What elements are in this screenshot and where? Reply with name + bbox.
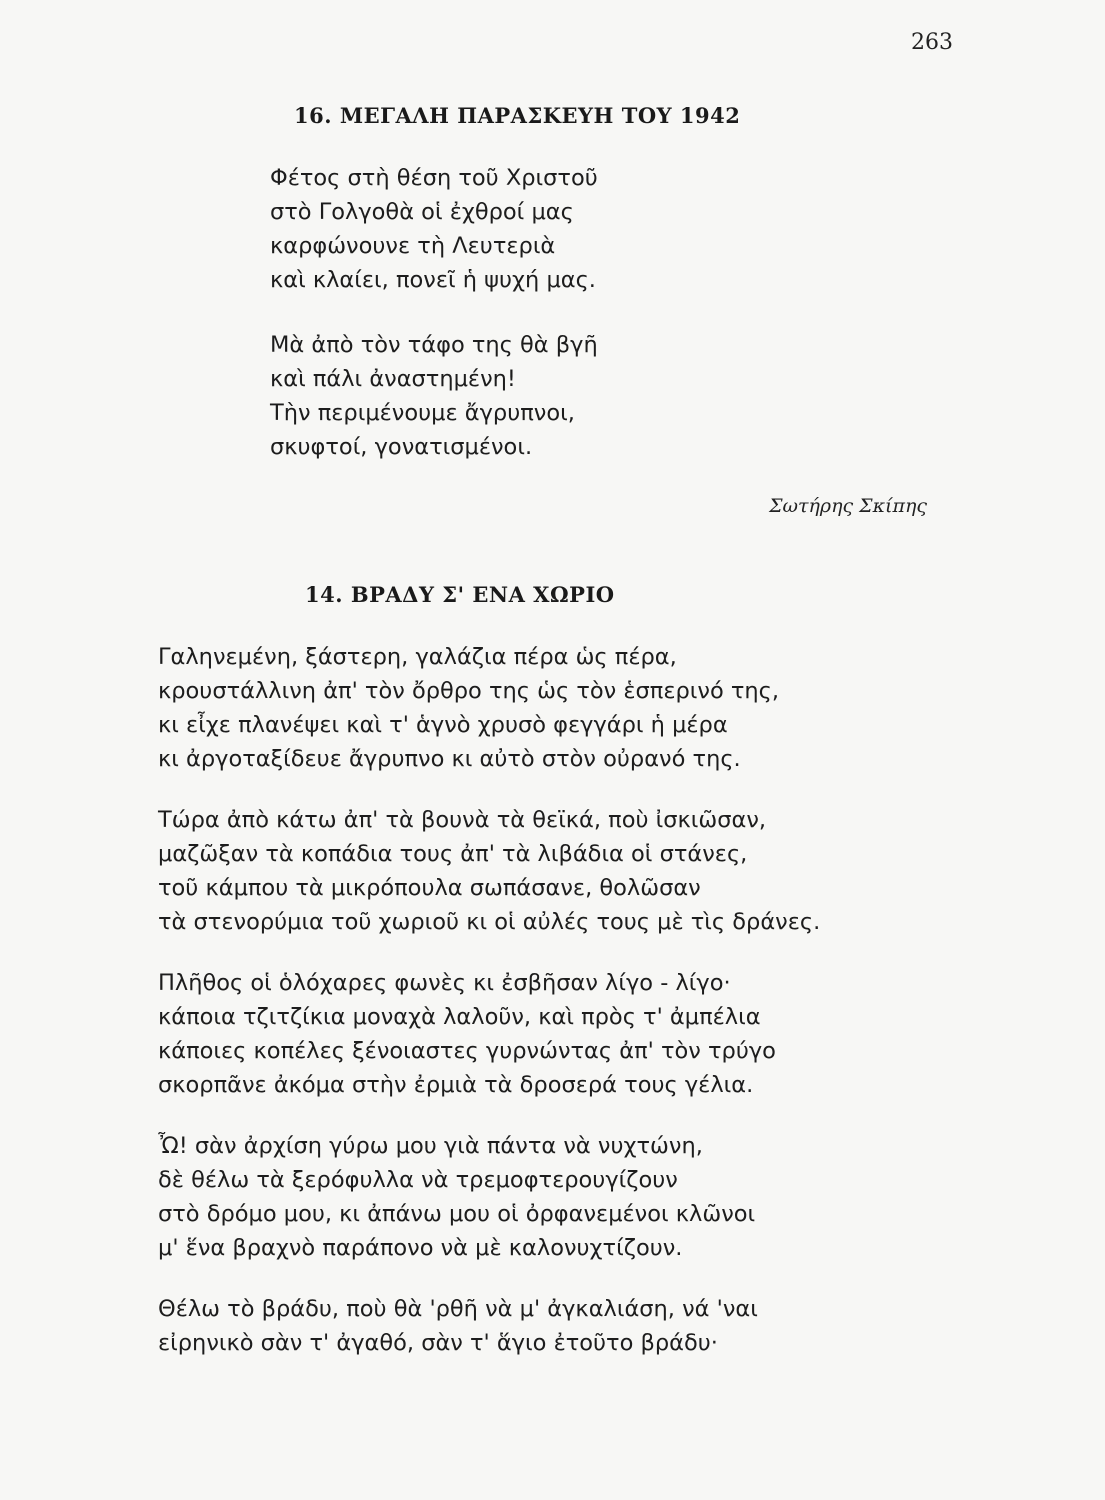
poem-line: κι εἶχε πλανέψει καὶ τ' ἁγνὸ χρυσὸ φεγγάρι ἡ μέρα — [158, 712, 728, 738]
poem-line: Ὦ! σὰν ἀρχίση γύρω μου γιὰ πάντα νὰ νυχτώνη, — [158, 1133, 703, 1159]
poem-line: στὸ δρόμο μου, κι ἀπάνω μου οἱ ὀρφανεμένοι κλῶνοι — [158, 1201, 756, 1227]
poem-line: καὶ κλαίει, πονεῖ ἡ ψυχή μας. — [270, 267, 596, 293]
poem-line: Γαληνεμένη, ξάστερη, γαλάζια πέρα ὡς πέρα, — [158, 644, 677, 670]
poem-line: Θέλω τὸ βράδυ, ποὺ θὰ 'ρθῆ νὰ μ' ἀγκαλιάση, νά 'ναι — [158, 1296, 758, 1322]
poem-line: Τὴν περιμένουμε ἄγρυπνοι, — [270, 400, 575, 426]
poem-line: τὰ στενορύμια τοῦ χωριοῦ κι οἱ αὐλές τους μὲ τὶς δράνες. — [158, 909, 821, 935]
poem-line: κι ἀργοταξίδευε ἄγρυπνο κι αὐτὸ στὸν οὐρανό της. — [158, 746, 741, 772]
poem2-stanza-2 — [158, 803, 820, 939]
poem2-stanza-4 — [158, 1129, 755, 1265]
poem-line: δὲ θέλω τὰ ξερόφυλλα νὰ τρεμοφτερουγίζουν — [158, 1167, 678, 1193]
poem-line: στὸ Γολγοθὰ οἱ ἐχθροί μας — [270, 199, 574, 225]
poem1-stanza-2 — [270, 328, 598, 464]
poem-line: σκυφτοί, γονατισμένοι. — [270, 434, 533, 460]
poem-title-evening-village: 14. ΒΡΑΔΥ Σ' ΕΝΑ ΧΩΡΙΟ — [305, 582, 615, 607]
page-number: 263 — [911, 30, 953, 55]
poem-line: κρουστάλλινη ἀπ' τὸν ὄρθρο της ὡς τὸν ἑσπερινό της, — [158, 678, 780, 704]
poem-line: εἰρηνικὸ σὰν τ' ἀγαθό, σὰν τ' ἅγιο ἐτοῦτο βράδυ· — [158, 1330, 718, 1356]
poem2-stanza-3 — [158, 966, 776, 1102]
poem1-author: Σωτήρης Σκίπης — [769, 495, 927, 517]
poem1-stanza-1 — [270, 161, 598, 297]
poem-line: μαζῶξαν τὰ κοπάδια τους ἀπ' τὰ λιβάδια οἱ στάνες, — [158, 841, 748, 867]
poem2-stanza-1 — [158, 640, 779, 776]
poem-line: κάποιες κοπέλες ξένοιαστες γυρνώντας ἀπ' τὸν τρύγο — [158, 1038, 776, 1064]
poem-line: μ' ἕνα βραχνὸ παράπονο νὰ μὲ καλονυχτίζουν. — [158, 1235, 683, 1261]
poem-line: Φέτος στὴ θέση τοῦ Χριστοῦ — [270, 165, 598, 191]
poem-line: καρφώνουνε τὴ Λευτεριὰ — [270, 233, 556, 259]
poem-line: κάποια τζιτζίκια μοναχὰ λαλοῦν, καὶ πρὸς τ' ἀμπέλια — [158, 1004, 761, 1030]
poem2-stanza-5 — [158, 1292, 758, 1360]
poem-line: Πλῆθος οἱ ὁλόχαρες φωνὲς κι ἐσβῆσαν λίγο - λίγο· — [158, 970, 731, 996]
poem-title-good-friday: 16. ΜΕΓΑΛΗ ΠΑΡΑΣΚΕΥΗ ΤΟΥ 1942 — [294, 103, 741, 128]
poem-line: σκορπᾶνε ἀκόμα στὴν ἐρμιὰ τὰ δροσερά τους γέλια. — [158, 1072, 754, 1098]
poem-line: Μὰ ἀπὸ τὸν τάφο της θὰ βγῆ — [270, 332, 598, 358]
poem-line: τοῦ κάμπου τὰ μικρόπουλα σωπάσανε, θολῶσαν — [158, 875, 701, 901]
poem-line: καὶ πάλι ἀναστημένη! — [270, 366, 516, 392]
poem-line: Τώρα ἀπὸ κάτω ἀπ' τὰ βουνὰ τὰ θεϊκά, ποὺ ἰσκιῶσαν, — [158, 807, 767, 833]
